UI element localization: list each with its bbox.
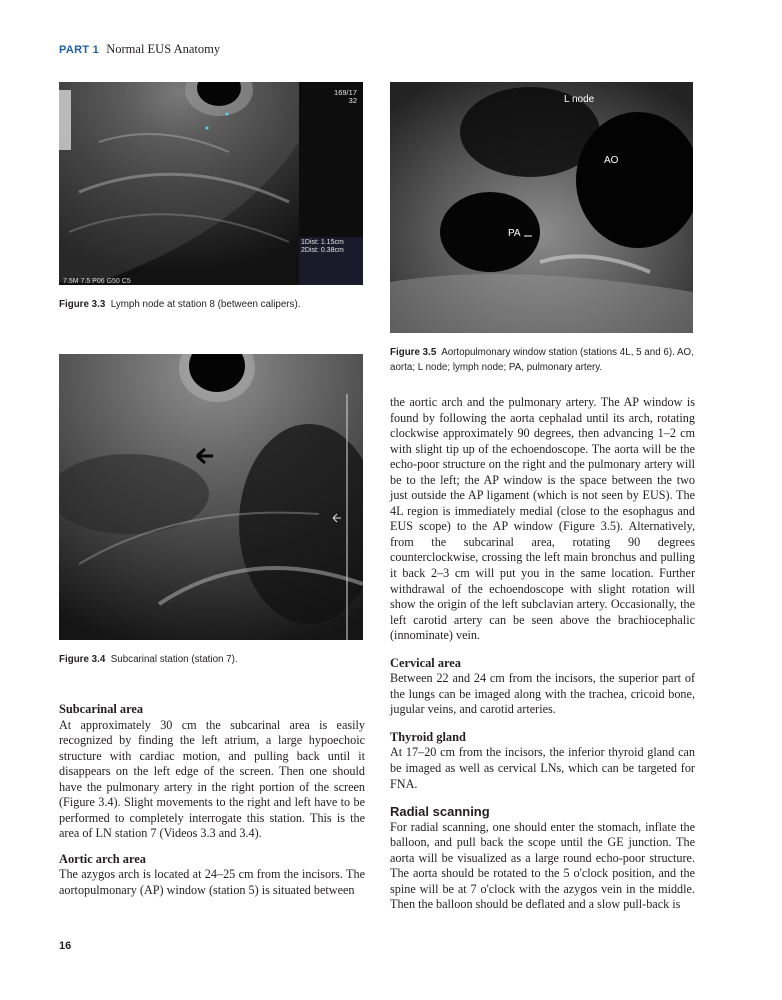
- heading-subcarinal: Subcarinal area: [59, 702, 144, 716]
- right-column: [390, 395, 695, 913]
- figure-3-5-label: Figure 3.5: [390, 347, 437, 358]
- paragraph-aortic-arch: The azygos arch is located at 24–25 cm from the incisors. The aortopulmonary (AP) window (station 5) is situated between: [59, 867, 365, 898]
- figure-3-4-caption-text: Subcarinal station (station 7).: [110, 654, 238, 665]
- heading-cervical: Cervical area: [390, 655, 461, 670]
- figure-3-3-label: Figure 3.3: [59, 299, 106, 310]
- figure-3-3-image: [59, 82, 363, 285]
- heading-radial-scanning: Radial scanning: [390, 804, 490, 820]
- paragraph-radial-scanning: For radial scanning, one should enter the stomach, inflate the balloon, and pull back the scope until the GE junction. The aorta will be visualized as a large round echo-poor structure. The aorta should be rotated to the 5 o'clock position, and the spine will be at 7 o'clock with the azygos vein in the middle. Then the balloon should be deflated and a slow pull-back is: [390, 819, 695, 912]
- running-header: [59, 42, 220, 57]
- heading-aortic-arch: Aortic arch area: [59, 851, 146, 866]
- figure-3-4-caption: [59, 652, 369, 667]
- overlay-depth: 169/17: [334, 88, 357, 97]
- paragraph-cervical: Between 22 and 24 cm from the incisors, the superior part of the lungs can be imaged along with the trachea, cricoid bone, jugular veins, and carotid arteries.: [390, 671, 695, 717]
- figure-3-3-caption-text: Lymph node at station 8 (between calipers).: [110, 299, 301, 310]
- figure-3-5-caption-text: Aortopulmonary window station (stations 4L, 5 and 6). AO, aorta; L node; lymph node; PA, pulmonary artery.: [390, 347, 694, 373]
- figure-3-4-label: Figure 3.4: [59, 654, 106, 665]
- figure-3-3-caption: [59, 297, 369, 312]
- page-number: 16: [59, 940, 72, 952]
- chapter-title: Normal EUS Anatomy: [106, 42, 221, 56]
- heading-thyroid: Thyroid gland: [390, 729, 466, 744]
- paragraph-ap-window: the aortic arch and the pulmonary artery. The AP window is found by following the aorta cephalad until its arch, rotating clockwise approximately 90 degrees, then advancing 1–2 cm with slight tip up of the echoendoscope. The aorta will be the echo-poor structure on the right and the pulmonary artery will be to the left; the AP window is the space between the two just outside the AP ligament (which is not seen by EUS). The 4L region is immediately medial (close to the esophagus and EUS scope) to the AP window (Figure 3.5). Alternatively, from the subcarinal area, rotating 90 degrees counterclockwise, crossing the left main bronchus and pulling it back 2–3 cm will put you in the same location. Further withdrawal of the echoendoscope with slight rotation will show the origin of the left subclavian artery. Occasionally, the left carotid artery can be seen above the brachiocephalic (innominate) vein.: [390, 395, 695, 643]
- overlay-settings: 7.5M 7.5 P06 G50 C5: [63, 278, 131, 285]
- overlay-depth-2: 32: [348, 96, 357, 105]
- figure-3-4-image: [59, 354, 363, 640]
- label-l-node: L node: [564, 94, 595, 105]
- overlay-distance-2: 2Dist: 0.38cm: [301, 247, 344, 254]
- part-label: PART 1: [59, 44, 100, 56]
- figure-3-5-caption: [390, 345, 696, 375]
- label-pa: PA: [508, 228, 521, 239]
- overlay-distance-1: 1Dist: 1.15cm: [301, 239, 344, 246]
- figure-3-5-image: [390, 82, 693, 333]
- left-column: [59, 702, 365, 899]
- label-ao: AO: [604, 155, 619, 166]
- paragraph-subcarinal: At approximately 30 cm the subcarinal area is easily recognized by finding the left atrium, a large hypoechoic structure with cardiac motion, and pulling back until it disappears on the left edge of the screen. Then one should have the pulmonary artery in the right portion of the screen (Figure 3.4). Slight movements to the right and left have to be performed to completely interrogate this station. This is the area of LN station 7 (Videos 3.3 and 3.4).: [59, 717, 365, 841]
- paragraph-thyroid: At 17–20 cm from the incisors, the inferior thyroid gland can be imaged as well as cervical LNs, which can be targeted for FNA.: [390, 745, 695, 791]
